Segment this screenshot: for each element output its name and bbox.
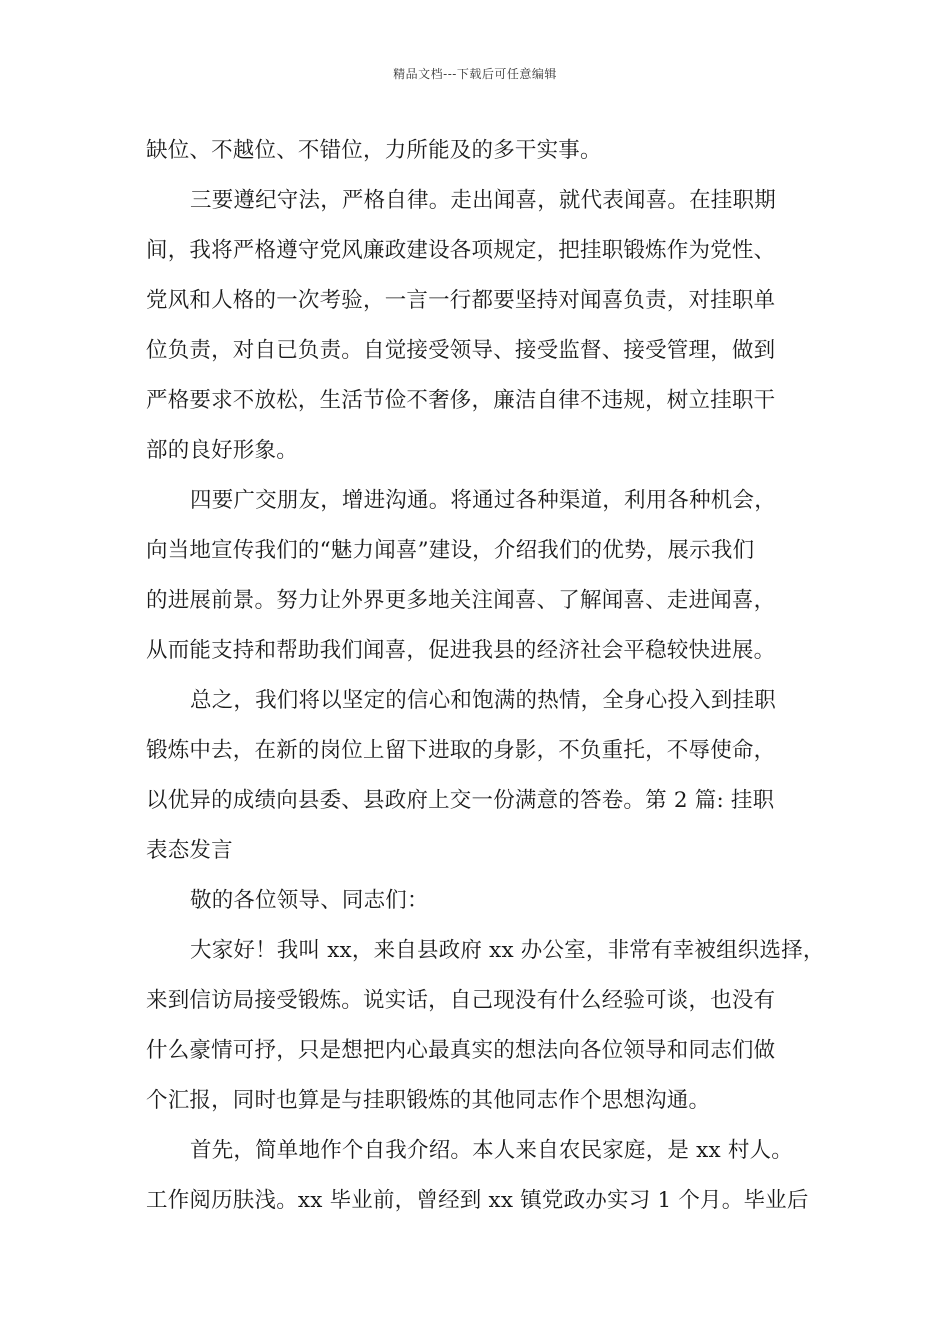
- text-line: 严格要求不放松，生活节俭不奢侈，廉洁自律不违规，树立挂职干: [146, 388, 776, 413]
- text-line: 来到信访局接受锻炼。说实话，自己现没有什么经验可谈，也没有: [146, 988, 776, 1013]
- text-line: 三要遵纪守法，严格自律。走出闻喜，就代表闻喜。在挂职期: [190, 188, 776, 213]
- text-line: 敬的各位领导、同志们：: [190, 888, 429, 913]
- text-line: 四要广交朋友，增进沟通。将通过各种渠道，利用各种机会，: [190, 488, 776, 513]
- text-line: 工作阅历肤浅。xx 毕业前，曾经到 xx 镇党政办实习 1 个月。毕业后: [146, 1188, 809, 1213]
- text-line: 党风和人格的一次考验，一言一行都要坚持对闻喜负责，对挂职单: [146, 288, 776, 313]
- text-line: 位负责，对自已负责。自觉接受领导、接受监督、接受管理，做到: [146, 338, 776, 363]
- text-line: 部的良好形象。: [146, 438, 298, 463]
- text-line: 向当地宣传我们的“魅力闻喜”建设，介绍我们的优势，展示我们: [146, 538, 755, 563]
- text-line: 大家好！我叫 xx，来自县政府 xx 办公室，非常有幸被组织选择，: [190, 938, 825, 963]
- text-line: 的进展前景。努力让外界更多地关注闻喜、了解闻喜、走进闻喜，: [146, 588, 776, 613]
- text-line: 间，我将严格遵守党风廉政建设各项规定，把挂职锻炼作为党性、: [146, 238, 776, 263]
- text-line: 从而能支持和帮助我们闻喜，促进我县的经济社会平稳较快进展。: [146, 638, 776, 663]
- text-line: 首先，简单地作个自我介绍。本人来自农民家庭，是 xx 村人。: [190, 1138, 793, 1163]
- text-line: 缺位、不越位、不错位，力所能及的多干实事。: [146, 138, 602, 163]
- text-line: 锻炼中去，在新的岗位上留下进取的身影，不负重托，不辱使命，: [146, 738, 776, 763]
- text-line: 以优异的成绩向县委、县政府上交一份满意的答卷。第 2 篇: 挂职: [146, 788, 775, 813]
- text-line: 什么豪情可抒，只是想把内心最真实的想法向各位领导和同志们做: [146, 1038, 776, 1063]
- text-line: 个汇报，同时也算是与挂职锻炼的其他同志作个思想沟通。: [146, 1088, 711, 1113]
- text-line: 总之，我们将以坚定的信心和饱满的热情，全身心投入到挂职: [190, 688, 776, 713]
- document-body: [146, 126, 830, 1226]
- text-line: 表态发言: [146, 838, 233, 863]
- page-header: 精品文档---下载后可任意编辑: [393, 67, 557, 81]
